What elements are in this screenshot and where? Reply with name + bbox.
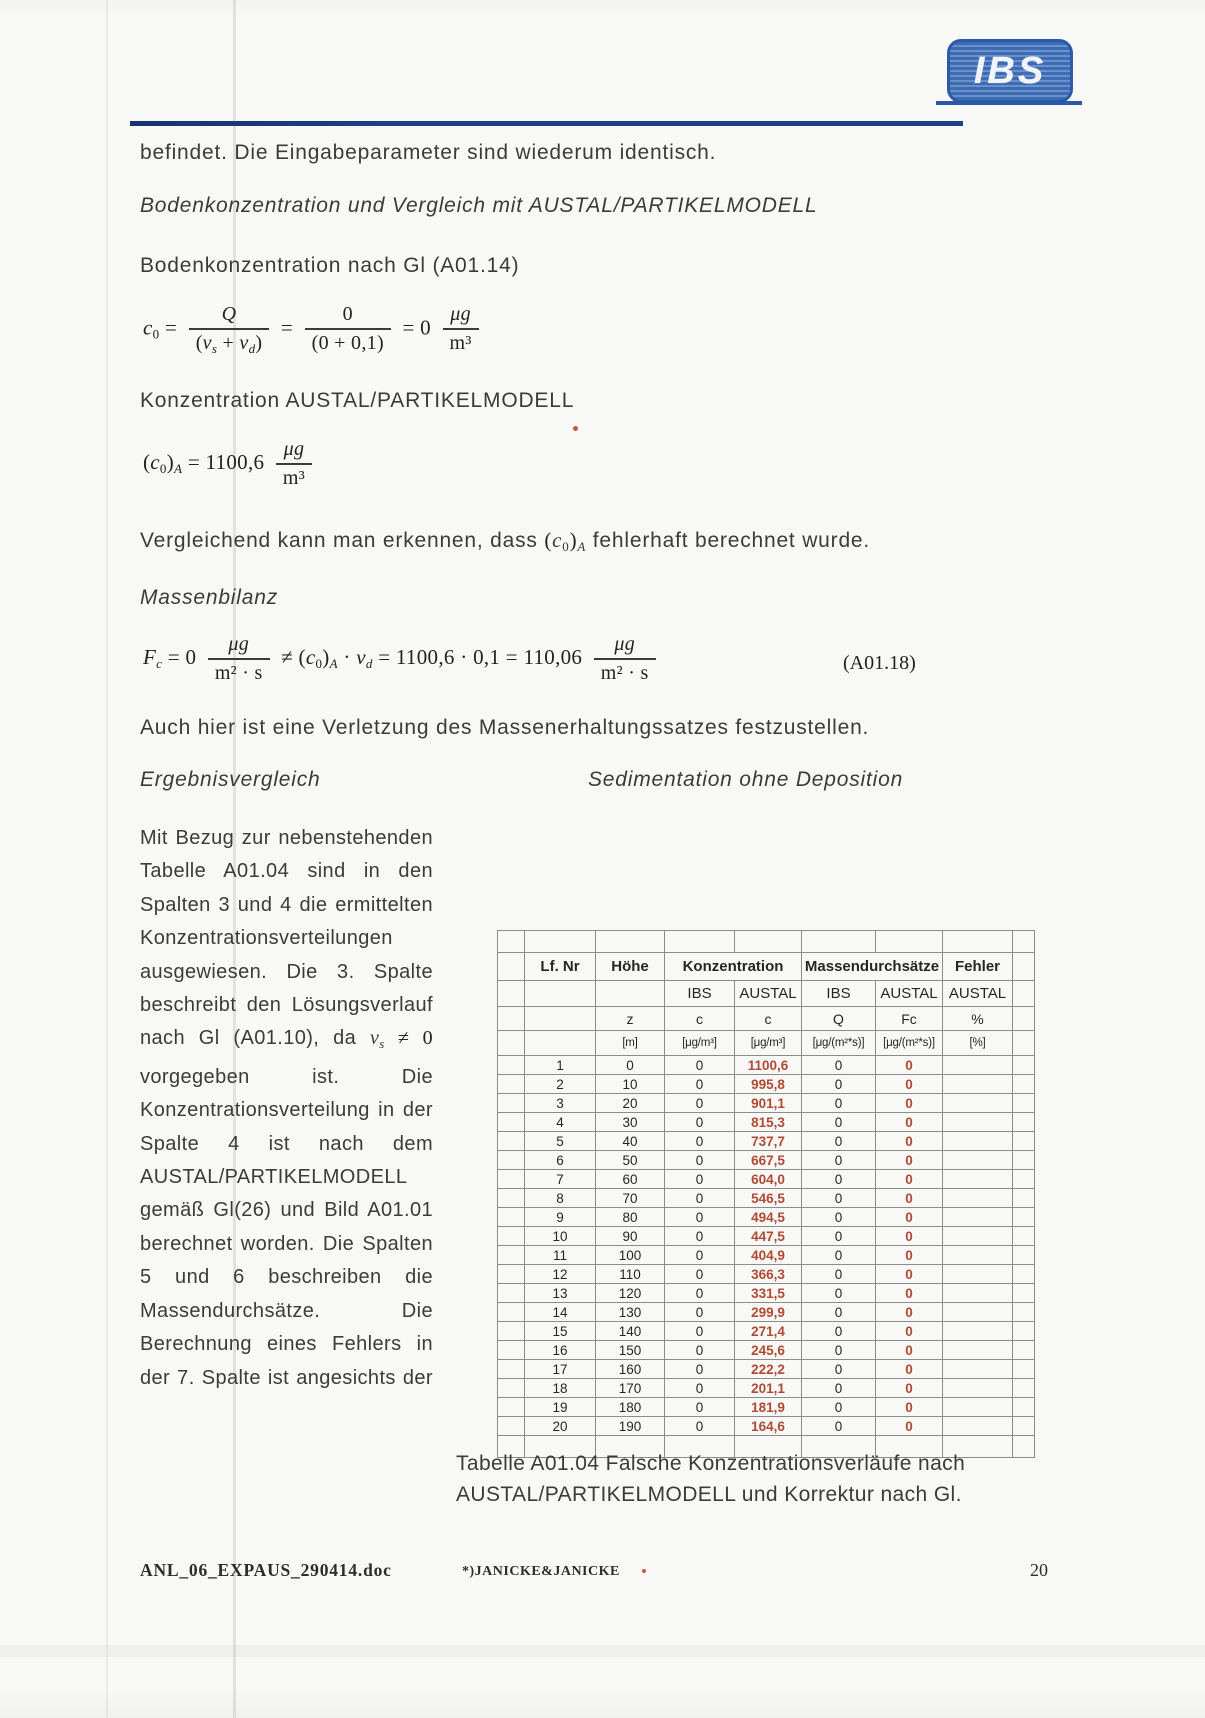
footer-reference: *)JANICKE&JANICKE [462, 1564, 620, 1579]
heading-bodenkonzentration-vergleich: Bodenkonzentration und Vergleich mit AUSTAL/PARTIKELMODELL [140, 194, 818, 217]
symbol-z: z [596, 1007, 665, 1031]
header-fehler: Fehler [943, 953, 1013, 981]
table-row: 19 180 0 181,9 0 0 [498, 1398, 1035, 1417]
intro-paragraph: befindet. Die Eingabeparameter sind wiederum identisch. [140, 141, 717, 164]
table-row: 11 100 0 404,9 0 0 [498, 1246, 1035, 1265]
table-symbol-row [498, 1007, 1035, 1031]
header-konzentration: Konzentration [665, 953, 802, 981]
heading-konzentration-austal: Konzentration AUSTAL/PARTIKELMODELL [140, 389, 575, 412]
header-austal-konz: AUSTAL [735, 981, 802, 1007]
unit-ugm3-austal: [μg/m³] [735, 1031, 802, 1056]
header-lf-nr: Lf. Nr [525, 953, 596, 981]
table-row: 2 10 0 995,8 0 0 [498, 1075, 1035, 1094]
table-row: 14 130 0 299,9 0 0 [498, 1303, 1035, 1322]
formula-bodenkonzentration: $c_0$ = $\frac{Q}{(v_s + v_d)}$ = $\frac{0}{(0 + 0,1)}$ = 0 $\frac{\mu g}{\text{m³}}$ [143, 303, 485, 356]
heading-sedimentation: Sedimentation ohne Deposition [588, 768, 904, 791]
symbol-fc: Fc [876, 1007, 943, 1031]
equation-number: (A01.18) [843, 652, 916, 674]
table-row: 1 0 0 1100,6 0 0 [498, 1056, 1035, 1075]
header-massendurchsaetze: Massendurchsätze [802, 953, 943, 981]
heading-bodenkonzentration-gl: Bodenkonzentration nach Gl (A01.14) [140, 254, 520, 277]
footer-red-dot [642, 1569, 646, 1573]
table-row: 10 90 0 447,5 0 0 [498, 1227, 1035, 1246]
red-mark-dot [573, 426, 578, 431]
header-rule [130, 121, 963, 126]
footer-doc-code: ANL_06_EXPAUS_290414.doc [140, 1560, 392, 1580]
scan-artifact-vertical-line-2 [106, 0, 108, 1718]
unit-pct: [%] [943, 1031, 1013, 1056]
header-austal-fehler: AUSTAL [943, 981, 1013, 1007]
table-empty-row [498, 931, 1035, 953]
auch-paragraph: Auch hier ist eine Verletzung des Massenerhaltungssatzes festzustellen. [140, 716, 870, 739]
logo-underline [936, 101, 1082, 105]
vergleich-paragraph: Vergleichend kann man erkennen, dass $(c_0)_A$ fehlerhaft berechnet wurde. [140, 528, 871, 554]
table-row: 9 80 0 494,5 0 0 [498, 1208, 1035, 1227]
ibs-logo-text: IBS [973, 49, 1047, 92]
table-row: 7 60 0 604,0 0 0 [498, 1170, 1035, 1189]
table-caption: Tabelle A01.04 Falsche Konzentrationsverläufe nach AUSTAL/PARTIKELMODELL und Korrektur nach Gl. [456, 1452, 966, 1506]
table-row: 12 110 0 366,3 0 0 [498, 1265, 1035, 1284]
table-row: 5 40 0 737,7 0 0 [498, 1132, 1035, 1151]
scan-artifact-band [0, 1645, 1205, 1657]
table-row: 13 120 0 331,5 0 0 [498, 1284, 1035, 1303]
unit-ugm3-ibs: [μg/m³] [665, 1031, 735, 1056]
table-row: 4 30 0 815,3 0 0 [498, 1113, 1035, 1132]
table-row: 17 160 0 222,2 0 0 [498, 1360, 1035, 1379]
table-row: 3 20 0 901,1 0 0 [498, 1094, 1035, 1113]
ibs-logo [947, 39, 1073, 103]
page-number: 20 [1030, 1560, 1048, 1580]
formula-konzentration-austal: $(c_0)_A = 1100,6$ $\frac{\mu g}{\text{m³}}$ [143, 438, 318, 490]
symbol-q: Q [802, 1007, 876, 1031]
results-table [497, 930, 1035, 1458]
table-body [498, 1056, 1035, 1436]
table-row: 20 190 0 164,6 0 0 [498, 1417, 1035, 1436]
table-source-row [498, 981, 1035, 1007]
header-austal-md: AUSTAL [876, 981, 943, 1007]
header-ibs-konz: IBS [665, 981, 735, 1007]
formula-massenbilanz: $F_c = 0$ $\frac{\mu g}{\text{m² · s}}$ ≠ $(c_0)_A \cdot v_d = 1100,6 \cdot 0,1 = 110,06$ $\frac{\mu g}{\text{m² · s}}$ [143, 633, 662, 685]
table-header-row [498, 953, 1035, 981]
unit-ugm2s-austal: [μg/(m²*s)] [876, 1031, 943, 1056]
heading-massenbilanz: Massenbilanz [140, 586, 278, 609]
symbol-c-ibs: c [665, 1007, 735, 1031]
header-hoehe: Höhe [596, 953, 665, 981]
table-row: 6 50 0 667,5 0 0 [498, 1151, 1035, 1170]
table-unit-row [498, 1031, 1035, 1056]
table-row: 15 140 0 271,4 0 0 [498, 1322, 1035, 1341]
table-row: 18 170 0 201,1 0 0 [498, 1379, 1035, 1398]
symbol-c-austal: c [735, 1007, 802, 1031]
header-ibs-md: IBS [802, 981, 876, 1007]
left-column-paragraph: Mit Bezug zur nebenstehenden Tabelle A01.04 sind in den Spalten 3 und 4 die ermittelten Konzentrationsverteilungen ausgewiesen. Die 3. Spalte beschreibt den Lösungsverlauf nach Gl (A01.10), da $v_s \ne 0$ vorgegeben ist. Die Konzentrationsverteilung in der Spalte 4 ist nach dem AUSTAL/PARTIKELMODELL gemäß Gl(26) und Bild A01.01 berechnet worden. Die Spalten 5 und 6 beschreiben die Massendurchsätze. Die Berechnung eines Fehlers in der 7. Spalte ist angesichts der [140, 827, 433, 1389]
symbol-pct: % [943, 1007, 1013, 1031]
unit-m: [m] [596, 1031, 665, 1056]
table-row: 16 150 0 245,6 0 0 [498, 1341, 1035, 1360]
unit-ugm2s-ibs: [μg/(m²*s)] [802, 1031, 876, 1056]
heading-ergebnisvergleich: Ergebnisvergleich [140, 768, 321, 791]
table-row: 8 70 0 546,5 0 0 [498, 1189, 1035, 1208]
